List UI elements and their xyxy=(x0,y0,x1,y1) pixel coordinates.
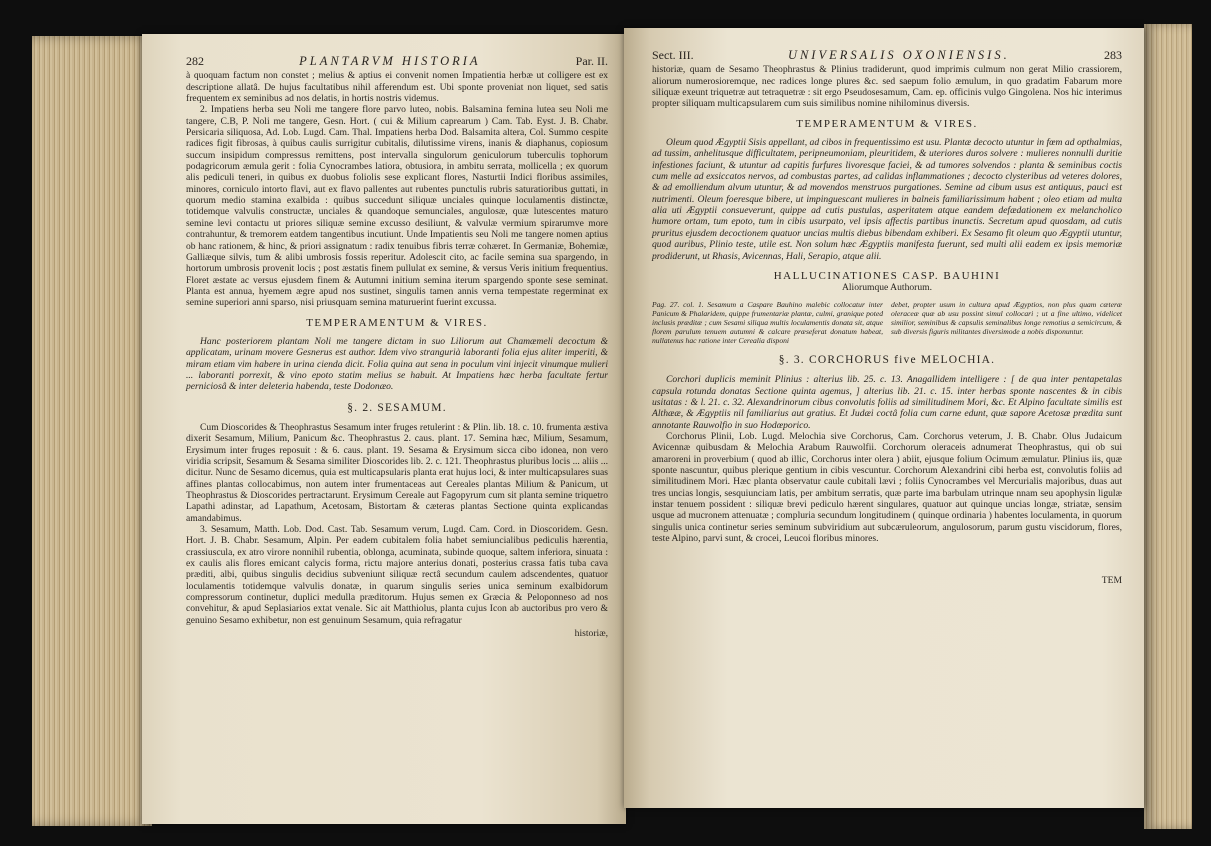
hallucinationes-columns xyxy=(652,300,1122,345)
right-page xyxy=(624,28,1144,808)
right-temperamentum-text: Oleum quod Ægyptii Sisis appellant, ad cibos in frequentissimo est usu. Plantæ decocto utuntur in fœm ad opthalmias, ad tussim, anhelitusque difficultatem, peripneumoniam, pleuritidem, & uteriores duros solvere : mulieres nonnulli duritie infestiones faciunt, & utuntur ad capitis furfures livoresque faciei, & ad tumores solvendos : planta & seminibus coctis cum melle ad exsiccatos nervos, ad combustas partes, ad calidas inflammationes ; decocto clysteribus ad veteres dolores, & ad emolliendum alvum utuntur, & ad movendos menstruos purgationes. Semine ad cibum usus est antiquus, pauci est nutrimenti. Oleum foeresque bibere, ut impinguescant mulieres in balneis familiarissimum habent ; oleo etiam ad multa alia uti Ægyptii consueverunt, quippe ad cutis pustulas, asperitatem atque eandem defædationem ex melancholico humore ortam, tum epoto, tum in cibis usurpato, vel ipsis affectis partibus inunctis. Secretum apud quosdam, ad cutis pruritus ejusdem decoctionem quatuor uncias multis diebus bibendam exhiberi. Ex Sesamo fit oleum quo Ægyptii utuntur, quod auribus, Plinio teste, utile est. Non solum hæc Ægyptiis manifesta fuerunt, sed multi alii eadem ex ipsis memoriæ prodiderunt, ut Rhasis, Avicennas, Hali, Serapio, atque alii. xyxy=(652,137,1122,262)
sesamum-paragraph-2: 3. Sesamum, Matth. Lob. Dod. Cast. Tab. Sesamum verum, Lugd. Cam. Cord. in Dioscoridem. Gesn. Hort. J. B. Chabr. Sesamum, Alpin. Per eadem cubitalem folia habet semiuncialibus pediculis hærentia, crassiuscula, ex atro virore nonnihil rubentia, oblonga, acuminata, subinde quoque, saltem inferiora, sinuata : ex caulis alis flores emicant calycis forma, rictu majore anterius donati, posterius crassa fatis tuba cava præditi, albi, quibus singulis decidius subveniunt siliquæ rectâ secundum caulem adscendentes, quatuor loculamentis totidemque valvulis donatæ, in quarum singulis series unica seminum exalbidorum compressorum continetur, duplici medulla præditorum. Hujus semen ex Græcia & Peloponneso ad nos convehitur, & apud Seplasiarios extat venale. Sic ait Matthiolus, planta cujus Icon ab auctoribus pro vero & genuino Sesamo exhibetur, non est genuinum Sesamum, quia refragatur xyxy=(186,524,608,626)
impatiens-paragraph: 2. Impatiens herba seu Noli me tangere flore parvo luteo, nobis. Balsamina femina lutea seu Noli me tangere, C.B, P. Noli me tangere, Gesn. Hort. ( cui & Milium caprearum ) Cam. Tab. Eyst. J. B. Chabr. Persicaria siliquosa, Ad. Lob. Lugd. Cam. Thal. Impatiens herba Dod. Balsamita altera, Col. Summo cespite radices figit fibrosas, à quibus caulis surrigitur cubitalis, dilutissime virens, inanis & diaphanus, copiosum succum insipidum compressus remittens, post intervalla singulorum geniculorum tuberculis tophorum podagricorum æmula gerit : folia Cynocrambes latiora, obtusiora, in ambitu serrata, mollicella ; ex quorum alis pediculi teneri, in quibus ex duobus foliolis sese explicant flores, Nasturtii Indici floribus assimiles, minores, corniculo intorto flavi, aut ex flavo pallentes aut rubentes punctulis rubris saturatioribus guttati, in quorum medio stamina exalbida : quibus succedunt siliquæ unciales quinque loculamentis distinctæ, totidemque valvulis constructæ, unciales & quandoque semunciales, angulosæ, quæ lutescentes maturo semine levi contactu ut priores siliquæ semine excusso desiliunt, & valvulæ vermium spirarumve more contrahuntur, & tremorem eatdem tangentibus incutiunt. Unde Impatientis seu Noli me tangere nomen aptius ob hanc rationem, & hinc, & priori assignatum : radix tenuibus fibris terræ cohæret. In Germaniæ, Bohemiæ, Galliæque silvis, tum & alibi umbrosis fossis reperitur. Adolescit cito, ac facile semina sua spargendo, in hortorum umbrosis provenit locis ; post æstatis finem pullulat ex semine, & versus Veris initium frequentius. Floret æstate ac versus ejusdem finem & Autumni initium semina iterum spargendo sponte sese seminat. Planta est annua, hyemem ægre apud nos sustinet, singulis tamen annis verna tempestate regerminat ex semine superiori anni sparso, nisi priusquam semina maturuerint fuerint excussa. xyxy=(186,104,608,309)
page-edges-left xyxy=(32,36,152,826)
right-running-title: UNIVERSALIS OXONIENSIS. xyxy=(787,48,1010,62)
left-temperamentum-text: Hanc posteriorem plantam Noli me tangere dictam in suo Liliorum aut Chamæmeli decoctum & applicatam, urinam movere Gesnerus est author. Idem vivo strangurià laboranti folia ejus aliter imperiti, & miram etiam vim habere in urina cienda dicit. Folia quina aut sena in poculum vini injecit vinumque mulieri ... laboranti porrexit, & vino epoto statim melius se habuit. At Impatiens hæc herba facultate fertur perniciosâ & inter deleteria habenda, teste Dodonæo. xyxy=(186,335,608,393)
left-running-head xyxy=(186,56,608,67)
hallucinationes-subheading: Aliorumque Authorum. xyxy=(841,282,933,294)
open-book xyxy=(32,14,1192,836)
left-running-title: PLANTARVM HISTORIA xyxy=(299,54,481,68)
sesamum-heading: §. 2. SESAMUM. xyxy=(347,401,447,414)
right-section-label: Sect. III. xyxy=(652,48,694,62)
sesamum-paragraph-1: Cum Dioscorides & Theophrastus Sesamum inter fruges retulerint : & Plin. lib. 18. c. 10. frumenta æstiva dixerit Sesamum, Milium, Panicum &c. Theophrastus 2. caus. plant. 17. Semina hæc, Milium, Sesamum, Erysimum inter fruges reposuit : & 6. caus. plant. 19. Sesama & Erysimum sicca cibo idonea, non vero viridia scripsit, Sesamum & Sesama similiter Dioscorides lib. 2. c. 121. Theophrastus pluribus locis ... aliis ... dicitur. Nunc de Sesamo dicemus, quia est multicapsularis planta erat hujus loci, & inter multicapsulares suas affines plantas collocabimus, non autem inter frumentaceas aut Cereales plantas Milium & Panicum, ut Theophrastus & Dioscorides pertractarunt. Erysimum Cereale aut Fagopyrum cum sit planta semine triquetro Lapathi adinstar, ad Lapathum, Acetosam, Bistortam & cæteras plantas Sectione quinta explicandas amandabimus. xyxy=(186,421,608,524)
corchorus-paragraph-1: Corchori duplicis meminit Plinius : alterius lib. 25. c. 13. Anagallidem intelligere : [ de qua inter pentapetalas capsula rotunda donatas Sectione quinta agemus, ] alterius lib. 21. c. 15. inter herbas sponte nascentes & in cibis usitatas : & l. 21. c. 32. Alexandrinorum cibus convolutis foliis ad similitudinem Mori, &c. Et Alpino facultate similis est Althææ, & Ægyptiis nil familiarius aut gratius. Et Judæi coctâ folia cum carne edunt, quæ sapore Acetosæ prædita sunt annotante Rauwolfio in suo Hodœporico. xyxy=(652,374,1122,431)
corchorus-paragraph-2: Corchorus Plinii, Lob. Lugd. Melochia sive Corchorus, Cam. Corchorus veterum, J. B. Chabr. Olus Judaicum Avicennæ quibusdam & Melochia Arabum Rauwolfii. Corchorum oleraceis adnumerat Theophrastus, qui ob sui amaroreni in proverbium ( quod ab illic, Corchorus inter olera ) abiit, ejusque folium Ocimum æmulatur. Plinius iis, quæ sponte nascuntur, quibus plerique gentium in cibis vescuntur. Corchorum Alexandrini cibi herba est, convolutis foliis ad similitudinem Mori. Hæc planta observatur caule cubitali lævi ; foliis Cynocrambes vel Mercurialis majoribus, duas aut tres uncias longis, sesquiunciam latis, per ambitum serratis, quæ parte ima barbulam utrinque nnam seu apophysin ligulæ instar tenuem possident : siliquæ brevi pediculo hærent singulares, quatuor aut quinque uncias longæ, striatæ, sensim usque ad mucronem attenuatæ ; compluria secundum longitudinem ( quinque ordinaria ) habentes loculamenta, in quorum singulis unica continetur series seminum subviridium aut subcæruleorum, angulosorum, parum gustu viscidorum, flores, teste Alpino, parvi sunt, & crocei, Leucoi floribus minores. xyxy=(652,431,1122,545)
left-part-label: Par. II. xyxy=(575,54,608,68)
right-running-head xyxy=(652,50,1122,61)
page-edges-right xyxy=(1144,24,1192,829)
left-catchword: historiæ, xyxy=(574,628,608,640)
left-temperamentum-heading: TEMPERAMENTUM & VIRES. xyxy=(306,316,488,329)
corchorus-heading: §. 3. CORCHORUS five MELOCHIA. xyxy=(778,354,996,366)
right-page-number: 283 xyxy=(1103,48,1122,62)
hallucinationes-column-1: Pag. 27. col. 1. Sesamum a Caspare Bauhino malebic collocatur inter Panicum & Phalaridem, quippe frumentariæ plantæ, culmi, granique poted inclusis præditæ ; cum Sesami siliqua multis loculamentis donata sit, atque florem parulum tenuem autumni & calcare præseferat donatum habeat, nullatenus hac ratione inter Cerealia disponi xyxy=(652,299,883,345)
left-page xyxy=(142,34,626,824)
hallucinationes-heading: HALLUCINATIONES CASP. BAUHINI xyxy=(773,269,1001,282)
hallucinationes-column-2: debet, propter usum in cultura apud Ægyptios, non plus quam cæteræ oleraceæ quæ ab usu possint simul collocari ; ut a fine ultimo, videlicet similior, seminibus & capsulis seminalibus longe remotius a semicircum, & sub diversis figuris militantes diversimode a nobis disponuntur. xyxy=(891,299,1122,336)
right-temperamentum-heading: TEMPERAMENTUM & VIRES. xyxy=(796,117,978,130)
intro-paragraph: à quoquam factum non constet ; melius & aptius ei convenit nomen Impatientia herbæ ut colligere est ex descriptione allatâ. De hujus facultatibus nihil afferendum est. Ubi sponte proveniat non liquet, sed satis frequentem ex seminibus ad nos delatis, in hortis nostris videmus. xyxy=(186,70,608,105)
right-top-paragraph: historiæ, quam de Sesamo Theophrastus & Plinius tradiderunt, quod imprimis culmum non gerat Milio crassiorem, aliorum numerosioremque, nec radices longe plures &c. sed saepum folio æmulum, in quo gradatim Fabarum more siliquæ exeunt triquetræ aut tetraquetræ : sit ergo Pseudosesamum, Cam. ep. officinis vulgo Gingolena. Nos hic interimus propter siliquam multicapsularem cum suis similibus nomine nihilominus diversis. xyxy=(652,64,1122,110)
right-catchword: TEM xyxy=(1101,574,1122,586)
left-page-number: 282 xyxy=(186,54,204,68)
